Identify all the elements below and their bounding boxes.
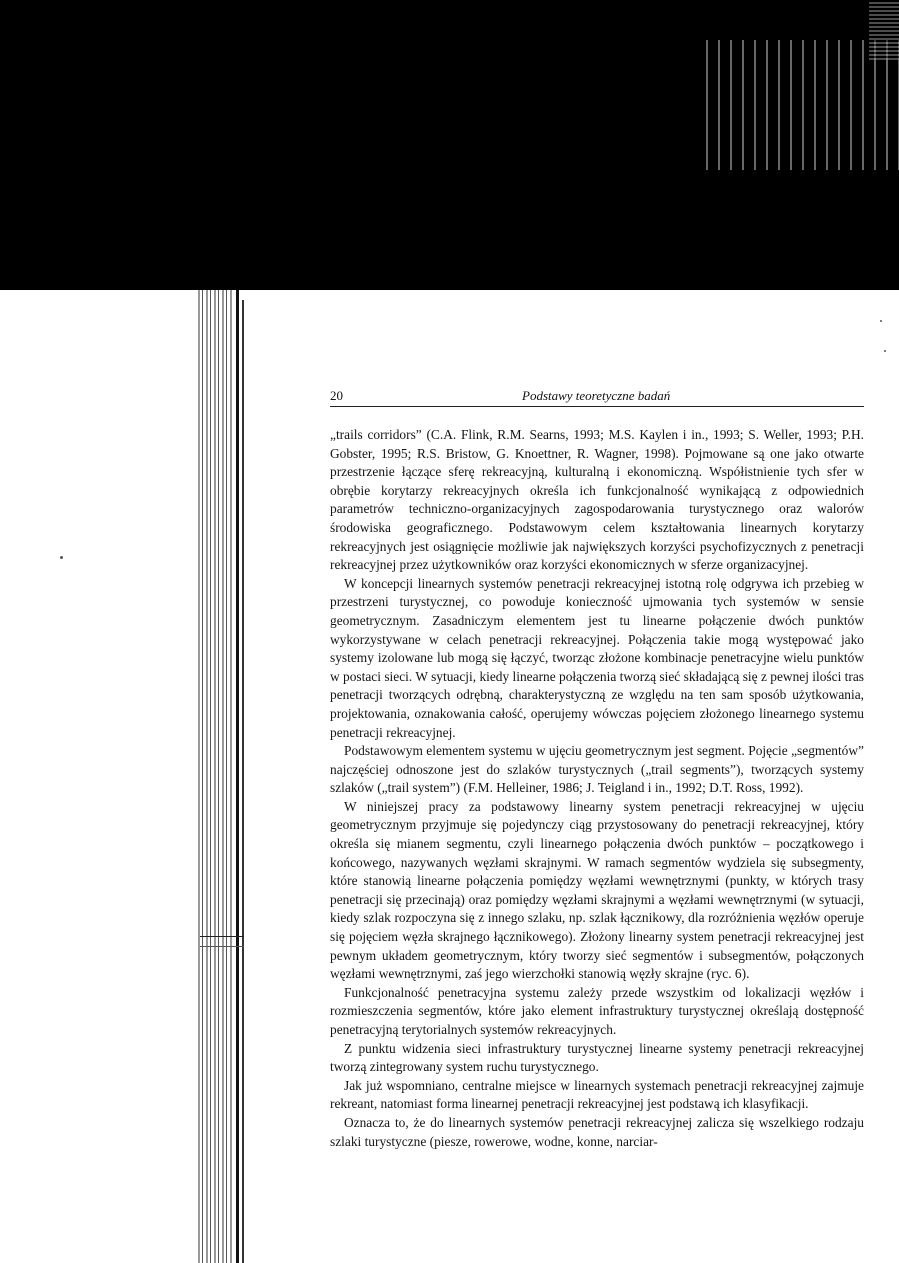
running-title: Podstawy teoretyczne badań	[522, 388, 671, 403]
paragraph: Oznacza to, że do linearnych systemów penetracji rekreacyjnej zalicza się wszelkiego rodzaju szlaki turystyczne (piesze, rowerowe, wodne, konne, narciar-	[330, 1114, 864, 1149]
scan-speck	[884, 350, 886, 352]
scan-speck	[60, 556, 63, 559]
paragraph: Z punktu widzenia sieci infrastruktury turystycznej linearne systemy penetracji rekreacyjnej tworzą zintegrowany system ruchu turystycznego.	[330, 1040, 864, 1075]
page-binding-edge	[198, 290, 232, 1263]
paragraph: Funkcjonalność penetracyjna systemu zależy przede wszystkim od lokalizacji węzłów i rozmieszczenia segmentów, które jako element infrastruktury turystycznej określają dostępność penetracyjną terytorialnych systemów rekreacyjnych.	[330, 984, 864, 1037]
page-edge-line	[236, 290, 239, 1263]
running-header	[330, 386, 864, 407]
scan-noise-corner	[869, 0, 899, 60]
body-text	[330, 426, 864, 1151]
paragraph: „trails corridors” (C.A. Flink, R.M. Searns, 1993; M.S. Kaylen i in., 1993; S. Weller, 1993; P.H. Gobster, 1995; R.S. Bristow, G. Knoettner, R. Wagner, 1998). Pojmowane są one jako otwarte przestrzenie łączące sferę rekreacyjną, kulturalną i ekonomiczną. Współistnienie tych sfer w obrębie korytarzy rekreacyjnych określa ich funkcjonalność wynikającą z odpowiednich parametrów techniczno-organizacyjnych zagospodarowania turystycznego oraz walorów środowiska geograficznego. Podstawowym celem kształtowania linearnych korytarzy rekreacyjnych jest osiągnięcie możliwie jak największych korzyści psychofizycznych z penetracji rekreacyjnej przez użytkowników oraz korzyści ekonomicznych w sferze organizacyjnej.	[330, 427, 864, 573]
page-number: 20	[330, 388, 343, 403]
paragraph: Jak już wspomniano, centralne miejsce w linearnych systemach penetracji rekreacyjnej zajmuje rekreant, natomiast forma linearnej penetracji rekreacyjnej jest podstawą ich klasyfikacji.	[330, 1077, 864, 1112]
paragraph: Podstawowym elementem systemu w ujęciu geometrycznym jest segment. Pojęcie „segmentów” najczęściej odnoszone jest do szlaków turystycznych („trail segments”), tworzących systemy szlaków („trail system”) (F.M. Helleiner, 1986; J. Teigland i in., 1992; D.T. Ross, 1992).	[330, 743, 864, 796]
paragraph: W koncepcji linearnych systemów penetracji rekreacyjnej istotną rolę odgrywa ich przebieg w przestrzeni turystycznej, co powoduje konieczność ujmowania tych systemów w sensie geometrycznym. Zasadniczym elementem jest tu linearne połączenie dwóch punktów wykorzystywane w celach penetracji rekreacyjnej. Połączenia takie mogą występować jako systemy izolowane lub mogą się łączyć, tworząc złożone kombinacje penetracyjne wielu punktów w postaci sieci. W sytuacji, kiedy linearne połączenia tworzą sieć składającą się z pewnej ilości tras penetracji tworzących odrębną, charakterystyczną ze względu na ten sam sposób użytkowania, projektowania, oznakowania całość, operujemy wówczas pojęciem złożonego linearnego systemu penetracji rekreacyjnej.	[330, 575, 864, 740]
scan-left-margin	[0, 290, 198, 1263]
paragraph: W niniejszej pracy za podstawowy linearny system penetracji rekreacyjnej w ujęciu geometrycznym przyjmuje się pojedynczy ciąg przystosowany do penetracji rekreacyjnej, który określa się mianem segmentu, czyli linearnego połączenia dwóch punktów – początkowego i końcowego, nazywanych węzłami skrajnymi. W ramach segmentów wydziela się subsegmenty, które stanowią linearne połączenia pomiędzy węzłami wewnętrznymi (punkty, w których trasy penetracji się przecinają) oraz pomiędzy węzłami skrajnymi a węzłami wewnętrznymi (w sytuacji, kiedy szlak rozpoczyna się z innego szlaku, np. szlak łącznikowy, dla rozróżnienia węzłów operuje się pojęciem węzła skrajnego łącznikowego). Złożony linearny system penetracji rekreacyjnej jest pewnym układem geometrycznym, który tworzy sieć segmentów i subsegmentów, połączonych węzłami wewnętrznymi, zaś jego wierzchołki stanowią węzły skrajne (ryc. 6).	[330, 798, 864, 982]
scan-speck	[880, 320, 882, 322]
